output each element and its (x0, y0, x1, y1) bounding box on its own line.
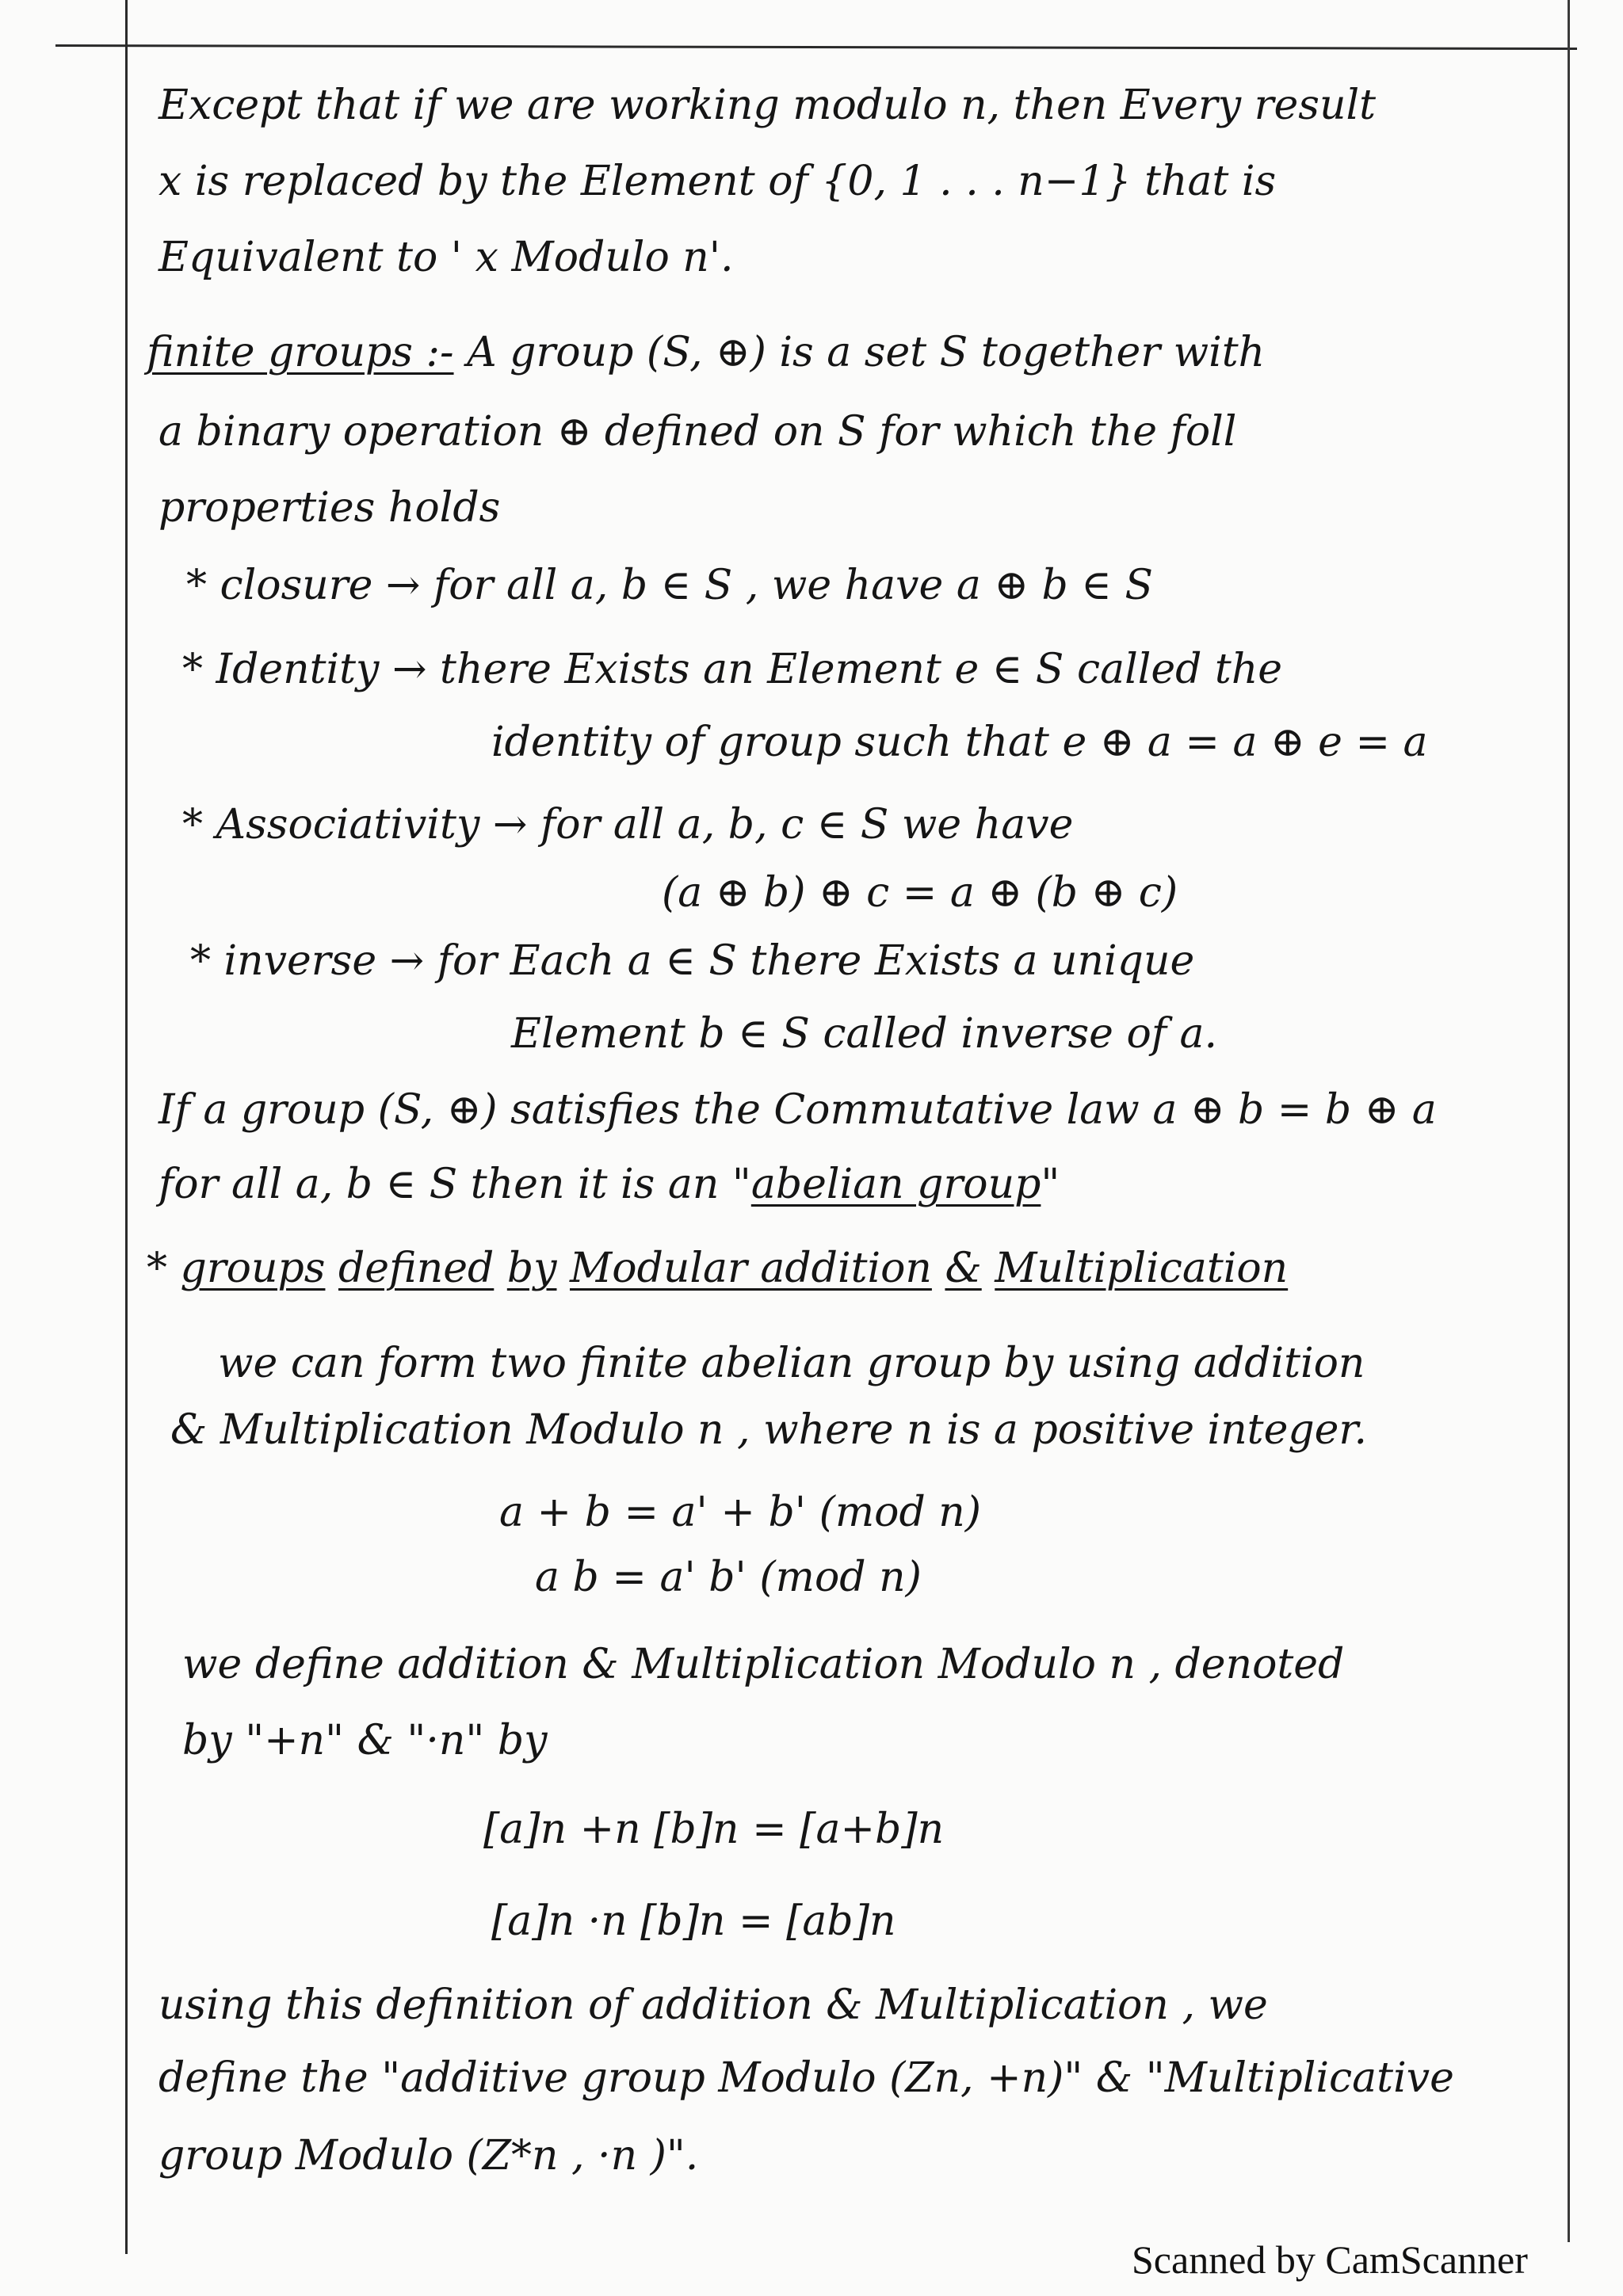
heading-bullet: * (147, 1245, 181, 1292)
associativity-equation: (a ⊕ b) ⊕ c = a ⊕ (b ⊕ c) (662, 869, 1178, 917)
abelian-line (158, 1158, 1060, 1211)
note-line-22: by "+n" & "·n" by (182, 1717, 548, 1764)
heading-word-multiplication: Multiplication (995, 1245, 1289, 1292)
camscanner-watermark: Scanned by CamScanner (1132, 2237, 1528, 2282)
heading-word-modular-addition: Modular addition (570, 1245, 932, 1292)
note-line-18: & Multiplication Modulo n , where n is a positive integer. (170, 1406, 1368, 1454)
note-line-1: Except that if we are working modulo n, then Every result (158, 82, 1377, 129)
identity-property: * Identity → there Exists an Element e ∈ S called the (182, 646, 1283, 693)
inverse-property: * inverse → for Each a ∈ S there Exists a unique (190, 937, 1195, 985)
congruence-product: a b = a' b' (mod n) (535, 1554, 922, 1601)
note-line-27: group Modulo (Z*n , ·n )". (158, 2132, 699, 2180)
modular-groups-heading (147, 1242, 1288, 1295)
note-line-26: define the "additive group Modulo (Zn, +n)" & "Multiplicative (158, 2054, 1454, 2102)
right-margin-line (1568, 0, 1570, 2242)
finite-groups-heading: finite groups :- (147, 329, 454, 376)
abelian-close-quote: " (1041, 1161, 1060, 1208)
multiplication-mod-n-equation: [a]n ·n [b]n = [ab]n (491, 1897, 896, 1945)
identity-property-cont: identity of group such that e ⊕ a = a ⊕ e = a (491, 719, 1428, 766)
heading-word-by: by (506, 1245, 557, 1292)
heading-word-defined: defined (338, 1245, 495, 1292)
note-line-17: we can form two finite abelian group by using addition (218, 1340, 1365, 1387)
congruence-sum: a + b = a' + b' (mod n) (499, 1489, 982, 1536)
commutative-line: If a group (S, ⊕) satisfies the Commutative law a ⊕ b = b ⊕ a (158, 1086, 1437, 1134)
note-line-2: x is replaced by the Element of {0, 1 . . . n−1} that is (158, 158, 1277, 205)
abelian-group-term: abelian group (750, 1161, 1041, 1208)
abelian-line-text: for all a, b ∈ S then it is an " (158, 1161, 751, 1208)
associativity-property: * Associativity → for all a, b, c ∈ S we have (182, 801, 1074, 849)
heading-word-groups: groups (180, 1245, 326, 1292)
note-line-21: we define addition & Multiplication Modulo n , denoted (182, 1641, 1345, 1688)
top-margin-line (55, 44, 1577, 50)
finite-groups-definition-line (147, 326, 1265, 379)
addition-mod-n-equation: [a]n +n [b]n = [a+b]n (483, 1806, 945, 1853)
closure-property: * closure → for all a, b ∈ S , we have a ⊕ b ∈ S (186, 562, 1153, 609)
left-margin-line (125, 0, 128, 2254)
note-line-5: a binary operation ⊕ defined on S for which the foll (158, 408, 1237, 456)
inverse-property-cont: Element b ∈ S called inverse of a. (511, 1010, 1218, 1058)
note-line-3: Equivalent to ' x Modulo n'. (158, 234, 734, 281)
note-line-25: using this definition of addition & Multiplication , we (158, 1981, 1268, 2029)
finite-groups-definition-text: A group (S, ⊕) is a set S together with (453, 329, 1266, 376)
heading-word-and: & (945, 1245, 982, 1292)
note-line-6: properties holds (158, 484, 501, 532)
